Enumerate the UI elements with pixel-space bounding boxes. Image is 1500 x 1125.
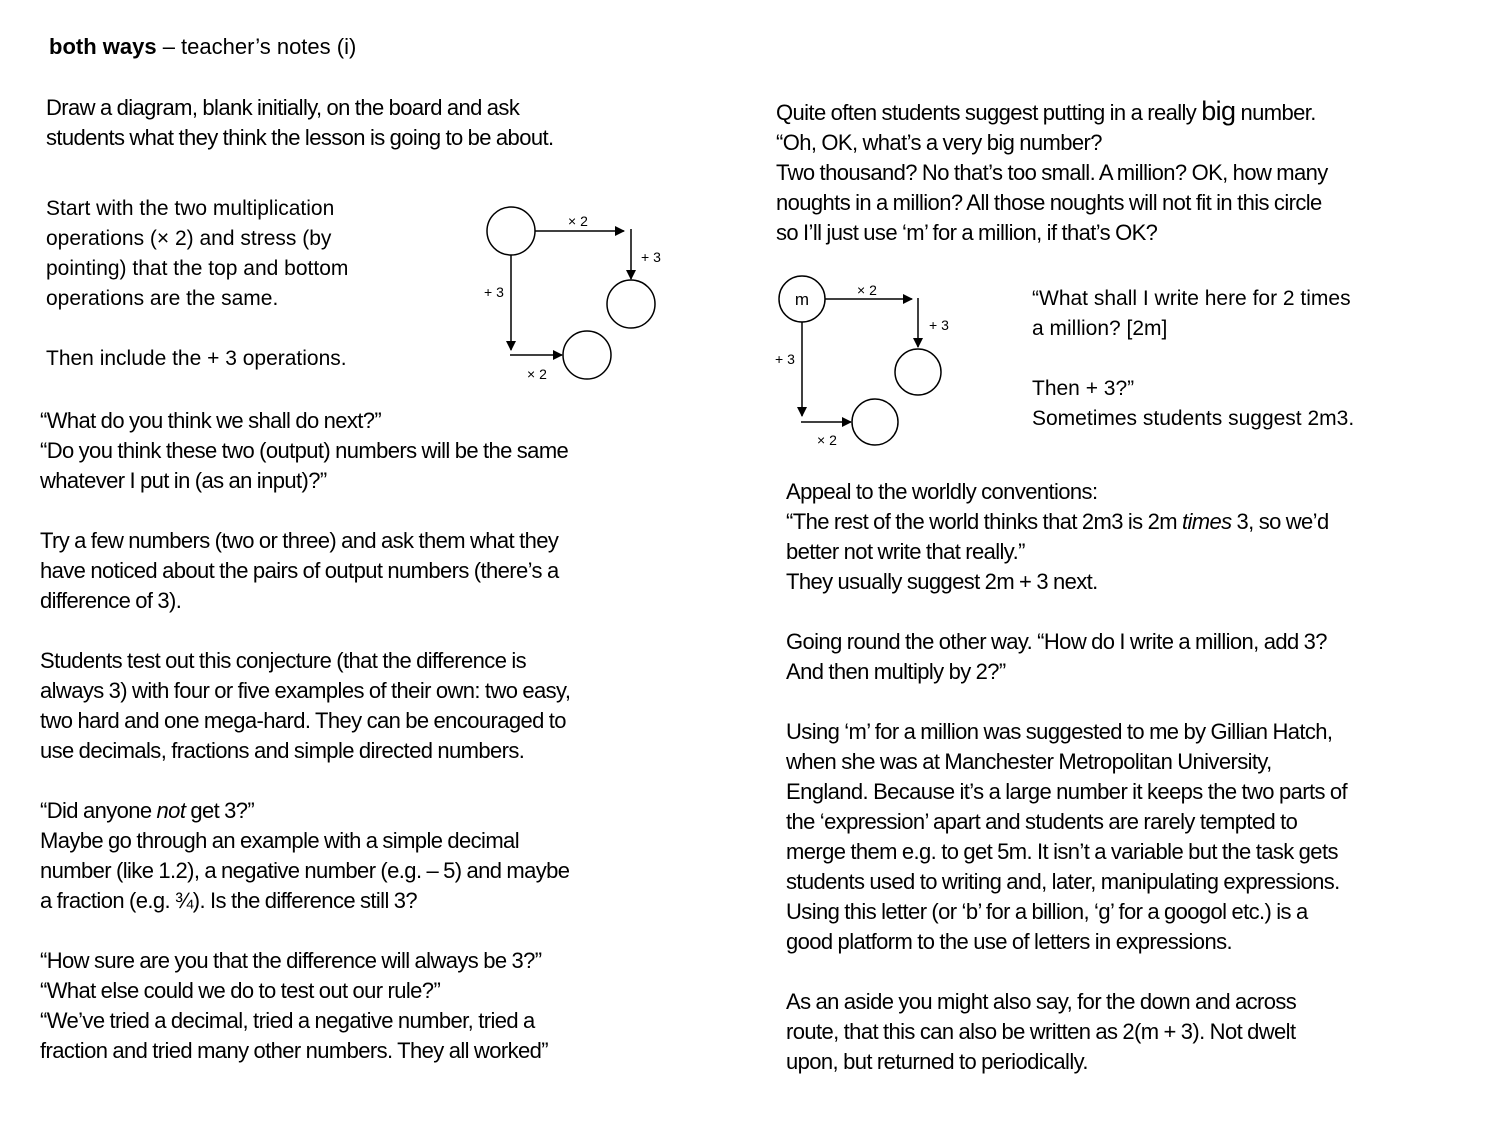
text-line: “What shall I write here for 2 times [1032, 287, 1351, 310]
text-line: “Oh, OK, what’s a very big number? [776, 130, 1102, 155]
text-line: have noticed about the pairs of output numbers (there’s a [40, 558, 559, 583]
text-line: Try a few numbers (two or three) and ask them what they [40, 528, 559, 553]
left-op-label: + 3 [775, 351, 795, 367]
text-line: “What do you think we shall do next?” [40, 408, 382, 433]
text-line: Maybe go through an example with a simple decimal [40, 828, 519, 853]
text-line: difference of 3). [40, 588, 182, 613]
text-line: merge them e.g. to get 5m. It isn’t a variable but the task gets [786, 839, 1338, 864]
text-line: upon, but returned to periodically. [786, 1049, 1088, 1074]
text-line: better not write that really.” [786, 539, 1025, 564]
text-line: so I’ll just use ‘m’ for a million, if that’s OK? [776, 220, 1158, 245]
text-line: number (like 1.2), a negative number (e.g. – 5) and maybe [40, 858, 570, 883]
operation-diagram-blank [470, 195, 690, 390]
output-circle-bottom [563, 331, 611, 379]
did-anyone-line [40, 796, 570, 826]
text-line: “What else could we do to test out our rule?” [40, 978, 441, 1003]
text-line: England. Because it’s a large number it keeps the two parts of [786, 779, 1348, 804]
left-op-label: + 3 [484, 284, 504, 300]
text-line: good platform to the use of letters in expressions. [786, 929, 1232, 954]
text-line: always 3) with four or five examples of their own: two easy, [40, 678, 571, 703]
text-span: “The rest of the world thinks that 2m3 is 2m [786, 509, 1182, 534]
output-circle-right [607, 280, 655, 328]
text-line: “How sure are you that the difference will always be 3?” [40, 948, 542, 973]
right-op-label: + 3 [929, 317, 949, 333]
text-line: Then include the + 3 operations. [46, 347, 347, 370]
text-line: Draw a diagram, blank initially, on the board and ask [46, 95, 520, 120]
appeal-paragraph [786, 477, 1347, 1077]
text-line: operations (× 2) and stress (by [46, 227, 332, 250]
text-line: As an aside you might also say, for the down and across [786, 989, 1297, 1014]
text-line: They usually suggest 2m + 3 next. [786, 569, 1098, 594]
text-span: Quite often students suggest putting in a really [776, 100, 1202, 125]
bottom-op-label: × 2 [817, 432, 837, 448]
input-value: m [794, 290, 810, 309]
appeal-line-2 [786, 507, 1347, 537]
output-circle-bottom [852, 399, 898, 445]
text-line: fraction and tried many other numbers. They all worked” [40, 1038, 548, 1063]
big-number-paragraph [776, 96, 1328, 248]
text-line: “We’ve tried a decimal, tried a negative number, tried a [40, 1008, 535, 1033]
text-line: “Do you think these two (output) numbers will be the same [40, 438, 569, 463]
text-line: Students test out this conjecture (that the difference is [40, 648, 527, 673]
text-line: noughts in a million? All those noughts will not fit in this circle [776, 190, 1322, 215]
text-line: route, that this can also be written as 2(m + 3). Not dwelt [786, 1019, 1296, 1044]
text-line: when she was at Manchester Metropolitan University, [786, 749, 1272, 774]
text-line: Then + 3?” [1032, 377, 1135, 400]
text-line: Two thousand? No that’s too small. A million? OK, how many [776, 160, 1328, 185]
text-span: 3, so we’d [1231, 509, 1329, 534]
output-circle-right [895, 349, 941, 395]
text-line: use decimals, fractions and simple directed numbers. [40, 738, 525, 763]
text-line: two hard and one mega-hard. They can be encouraged to [40, 708, 566, 733]
input-circle [487, 207, 535, 255]
right-op-label: + 3 [641, 249, 661, 265]
text-span: get 3?” [185, 798, 255, 823]
intro-paragraph [46, 93, 554, 153]
text-line: whatever I put in (as an input)?” [40, 468, 327, 493]
text-line: students used to writing and, later, manipulating expressions. [786, 869, 1340, 894]
text-line: Using this letter (or ‘b’ for a billion, ‘g’ for a googol etc.) is a [786, 899, 1308, 924]
title-rest: – teacher’s notes (i) [156, 34, 357, 59]
operation-diagram-million [765, 270, 965, 450]
text-line: a million? [2m] [1032, 317, 1168, 340]
page-title [49, 33, 356, 61]
start-paragraph [46, 194, 348, 374]
text-line: Going round the other way. “How do I write a million, add 3? [786, 629, 1327, 654]
questions-paragraph [40, 406, 570, 1066]
text-line: the ‘expression’ apart and students are rarely tempted to [786, 809, 1298, 834]
text-line: Start with the two multiplication [46, 197, 335, 220]
text-line: a fraction (e.g. ¾). Is the difference still 3? [40, 888, 418, 913]
text-span: number. [1235, 100, 1316, 125]
emphasis-text: not [156, 798, 186, 823]
title-bold: both ways [49, 34, 157, 59]
top-op-label: × 2 [857, 282, 877, 298]
text-line: Using ‘m’ for a million was suggested to me by Gillian Hatch, [786, 719, 1333, 744]
text-line: pointing) that the top and bottom [46, 257, 349, 280]
what-shall-paragraph [1032, 284, 1354, 434]
text-span: “Did anyone [40, 798, 157, 823]
emphasis-text: times [1181, 509, 1232, 534]
text-line: Sometimes students suggest 2m3. [1032, 407, 1355, 430]
text-line: students what they think the lesson is going to be about. [46, 125, 554, 150]
big-word: big [1201, 96, 1236, 126]
text-line: Appeal to the worldly conventions: [786, 479, 1098, 504]
text-line: operations are the same. [46, 287, 279, 310]
text-line: And then multiply by 2?” [786, 659, 1006, 684]
big-number-first-line [776, 96, 1328, 128]
bottom-op-label: × 2 [527, 366, 547, 382]
top-op-label: × 2 [568, 213, 588, 229]
